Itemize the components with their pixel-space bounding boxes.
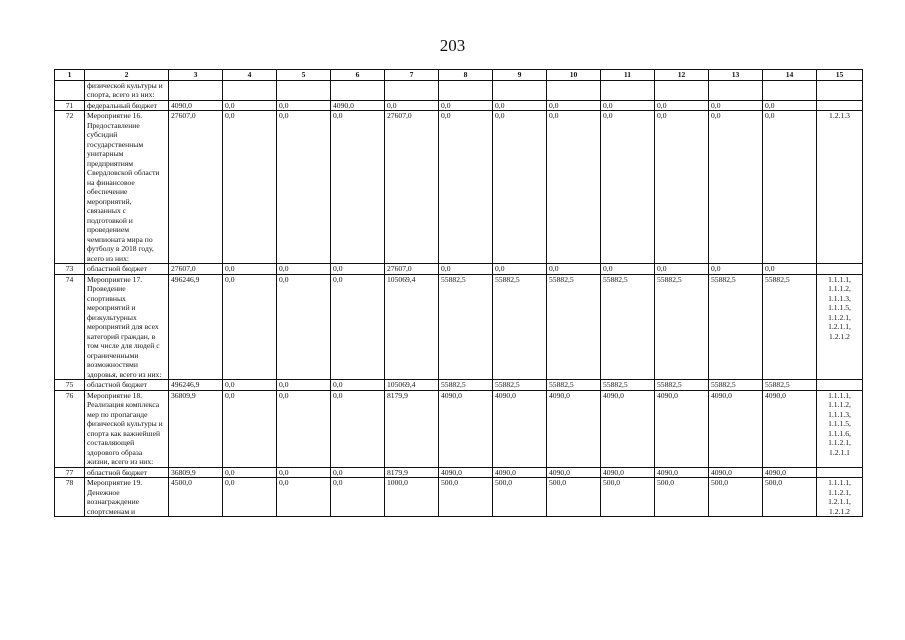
target-codes xyxy=(817,380,863,391)
amount-cell: 4090,0 xyxy=(439,467,493,478)
amount-cell: 36809,9 xyxy=(169,467,223,478)
amount-cell: 0,0 xyxy=(331,478,385,517)
amount-cell: 496246,9 xyxy=(169,274,223,380)
amount-cell: 4090,0 xyxy=(547,390,601,467)
column-number-11: 11 xyxy=(601,70,655,81)
row-name: областной бюджет xyxy=(85,264,169,275)
amount-cell: 55882,5 xyxy=(763,380,817,391)
amount-cell: 55882,5 xyxy=(763,274,817,380)
amount-cell xyxy=(439,80,493,100)
row-name: федеральный бюджет xyxy=(85,100,169,111)
amount-cell: 4090,0 xyxy=(709,467,763,478)
amount-cell: 0,0 xyxy=(331,380,385,391)
amount-cell: 55882,5 xyxy=(493,274,547,380)
amount-cell: 500,0 xyxy=(493,478,547,517)
amount-cell: 8179,9 xyxy=(385,467,439,478)
amount-cell: 0,0 xyxy=(709,111,763,264)
column-number-9: 9 xyxy=(493,70,547,81)
row-number: 77 xyxy=(55,467,85,478)
amount-cell xyxy=(601,80,655,100)
row-name: физической культуры и спорта, всего из них: xyxy=(85,80,169,100)
column-number-4: 4 xyxy=(223,70,277,81)
amount-cell: 0,0 xyxy=(277,111,331,264)
amount-cell: 0,0 xyxy=(277,100,331,111)
table-row xyxy=(55,467,863,478)
amount-cell: 0,0 xyxy=(763,264,817,275)
amount-cell: 500,0 xyxy=(763,478,817,517)
amount-cell: 0,0 xyxy=(223,274,277,380)
row-name: Мероприятие 17. Проведение спортивных мероприятий и физкультурных мероприятий для всех категорий граждан, в том числе для людей с ограниченными возможностями здоровья, всего из них: xyxy=(85,274,169,380)
row-number: 71 xyxy=(55,100,85,111)
amount-cell: 1000,0 xyxy=(385,478,439,517)
amount-cell: 55882,5 xyxy=(493,380,547,391)
row-number: 74 xyxy=(55,274,85,380)
budget-table xyxy=(54,69,863,517)
amount-cell: 0,0 xyxy=(601,264,655,275)
table-row xyxy=(55,80,863,100)
amount-cell: 4090,0 xyxy=(709,390,763,467)
page-number: 203 xyxy=(439,36,466,55)
amount-cell xyxy=(547,80,601,100)
amount-cell: 0,0 xyxy=(763,111,817,264)
amount-cell: 55882,5 xyxy=(601,380,655,391)
amount-cell xyxy=(169,80,223,100)
row-number: 78 xyxy=(55,478,85,517)
amount-cell: 4090,0 xyxy=(763,467,817,478)
column-number-6: 6 xyxy=(331,70,385,81)
amount-cell: 0,0 xyxy=(277,274,331,380)
amount-cell: 4090,0 xyxy=(763,390,817,467)
amount-cell: 0,0 xyxy=(331,111,385,264)
amount-cell: 8179,9 xyxy=(385,390,439,467)
row-number: 76 xyxy=(55,390,85,467)
row-number: 72 xyxy=(55,111,85,264)
amount-cell: 4090,0 xyxy=(169,100,223,111)
amount-cell: 27607,0 xyxy=(169,264,223,275)
column-number-14: 14 xyxy=(763,70,817,81)
amount-cell: 0,0 xyxy=(223,111,277,264)
amount-cell xyxy=(331,80,385,100)
amount-cell: 4090,0 xyxy=(493,467,547,478)
target-codes xyxy=(817,264,863,275)
amount-cell: 0,0 xyxy=(277,478,331,517)
amount-cell xyxy=(223,80,277,100)
amount-cell: 0,0 xyxy=(331,264,385,275)
table-row xyxy=(55,100,863,111)
amount-cell: 36809,9 xyxy=(169,390,223,467)
table-row xyxy=(55,264,863,275)
target-codes: 1.1.1.1, 1.1.1.2, 1.1.1.3, 1.1.1.5, 1.1.1.6, 1.1.2.1, 1.2.1.1 xyxy=(817,390,863,467)
amount-cell: 0,0 xyxy=(223,390,277,467)
target-codes xyxy=(817,467,863,478)
amount-cell: 0,0 xyxy=(439,264,493,275)
amount-cell: 500,0 xyxy=(601,478,655,517)
amount-cell: 55882,5 xyxy=(439,274,493,380)
amount-cell: 0,0 xyxy=(547,111,601,264)
amount-cell: 0,0 xyxy=(223,478,277,517)
amount-cell: 496246,9 xyxy=(169,380,223,391)
amount-cell: 105069,4 xyxy=(385,380,439,391)
amount-cell: 4090,0 xyxy=(655,390,709,467)
amount-cell: 0,0 xyxy=(439,100,493,111)
amount-cell: 55882,5 xyxy=(655,274,709,380)
amount-cell xyxy=(493,80,547,100)
amount-cell: 0,0 xyxy=(547,100,601,111)
amount-cell: 0,0 xyxy=(601,111,655,264)
amount-cell xyxy=(709,80,763,100)
row-name: Мероприятие 19. Денежное вознаграждение спортсменам и xyxy=(85,478,169,517)
target-codes: 1.1.1.1, 1.1.2.1, 1.2.1.1, 1.2.1.2 xyxy=(817,478,863,517)
amount-cell: 55882,5 xyxy=(601,274,655,380)
column-number-2: 2 xyxy=(85,70,169,81)
amount-cell: 0,0 xyxy=(331,274,385,380)
target-codes xyxy=(817,80,863,100)
amount-cell: 0,0 xyxy=(385,100,439,111)
amount-cell: 500,0 xyxy=(655,478,709,517)
amount-cell: 4090,0 xyxy=(331,100,385,111)
amount-cell: 500,0 xyxy=(709,478,763,517)
amount-cell: 55882,5 xyxy=(547,274,601,380)
amount-cell: 0,0 xyxy=(655,100,709,111)
target-codes xyxy=(817,100,863,111)
amount-cell: 500,0 xyxy=(439,478,493,517)
target-codes: 1.2.1.3 xyxy=(817,111,863,264)
table-row xyxy=(55,274,863,380)
column-number-1: 1 xyxy=(55,70,85,81)
amount-cell: 55882,5 xyxy=(709,380,763,391)
row-number: 75 xyxy=(55,380,85,391)
amount-cell: 55882,5 xyxy=(439,380,493,391)
table-row xyxy=(55,111,863,264)
amount-cell xyxy=(277,80,331,100)
amount-cell: 4090,0 xyxy=(493,390,547,467)
amount-cell: 27607,0 xyxy=(385,111,439,264)
amount-cell: 0,0 xyxy=(223,100,277,111)
amount-cell: 4090,0 xyxy=(601,467,655,478)
column-number-13: 13 xyxy=(709,70,763,81)
table-row xyxy=(55,478,863,517)
amount-cell: 0,0 xyxy=(547,264,601,275)
amount-cell: 55882,5 xyxy=(547,380,601,391)
amount-cell: 55882,5 xyxy=(709,274,763,380)
amount-cell: 0,0 xyxy=(277,390,331,467)
amount-cell: 0,0 xyxy=(439,111,493,264)
column-number-10: 10 xyxy=(547,70,601,81)
column-number-row xyxy=(55,70,863,81)
amount-cell: 0,0 xyxy=(223,467,277,478)
amount-cell xyxy=(655,80,709,100)
amount-cell: 0,0 xyxy=(223,380,277,391)
amount-cell: 0,0 xyxy=(493,100,547,111)
amount-cell: 0,0 xyxy=(277,264,331,275)
row-name: областной бюджет xyxy=(85,380,169,391)
amount-cell: 27607,0 xyxy=(169,111,223,264)
column-number-15: 15 xyxy=(817,70,863,81)
amount-cell: 0,0 xyxy=(601,100,655,111)
amount-cell: 105069,4 xyxy=(385,274,439,380)
amount-cell: 4090,0 xyxy=(601,390,655,467)
amount-cell: 0,0 xyxy=(655,111,709,264)
column-number-8: 8 xyxy=(439,70,493,81)
amount-cell xyxy=(763,80,817,100)
target-codes: 1.1.1.1, 1.1.1.2, 1.1.1.3, 1.1.1.5, 1.1.2.1, 1.2.1.1, 1.2.1.2 xyxy=(817,274,863,380)
amount-cell: 0,0 xyxy=(709,100,763,111)
amount-cell xyxy=(385,80,439,100)
column-number-12: 12 xyxy=(655,70,709,81)
amount-cell: 0,0 xyxy=(223,264,277,275)
amount-cell: 4090,0 xyxy=(655,467,709,478)
row-name: областной бюджет xyxy=(85,467,169,478)
column-number-3: 3 xyxy=(169,70,223,81)
amount-cell: 0,0 xyxy=(493,264,547,275)
amount-cell: 0,0 xyxy=(655,264,709,275)
row-name: Мероприятие 18. Реализация комплекса мер по пропаганде физической культуры и спорта как важнейшей составляющей здорового образа жизни, всего из них: xyxy=(85,390,169,467)
table-row xyxy=(55,390,863,467)
amount-cell: 0,0 xyxy=(277,380,331,391)
row-number: 73 xyxy=(55,264,85,275)
amount-cell: 0,0 xyxy=(331,390,385,467)
row-name: Мероприятие 16. Предоставление субсидий государственным унитарным предприятиям Свердловской области на финансовое обеспечение мероприятий, связанных с подготовкой и проведением чемпионата мира по футболу в 2018 году, всего из них: xyxy=(85,111,169,264)
amount-cell: 0,0 xyxy=(709,264,763,275)
amount-cell: 0,0 xyxy=(763,100,817,111)
table-row xyxy=(55,380,863,391)
amount-cell: 27607,0 xyxy=(385,264,439,275)
amount-cell: 0,0 xyxy=(493,111,547,264)
amount-cell: 0,0 xyxy=(331,467,385,478)
amount-cell: 4090,0 xyxy=(547,467,601,478)
column-number-5: 5 xyxy=(277,70,331,81)
amount-cell: 55882,5 xyxy=(655,380,709,391)
amount-cell: 500,0 xyxy=(547,478,601,517)
row-number xyxy=(55,80,85,100)
amount-cell: 4500,0 xyxy=(169,478,223,517)
page-bottom-edge xyxy=(0,626,905,640)
amount-cell: 4090,0 xyxy=(439,390,493,467)
column-number-7: 7 xyxy=(385,70,439,81)
amount-cell: 0,0 xyxy=(277,467,331,478)
